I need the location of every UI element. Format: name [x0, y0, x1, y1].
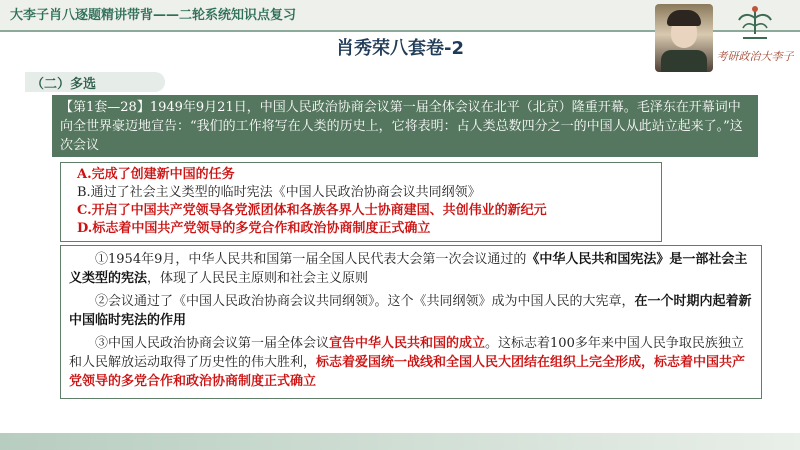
- options-box: [60, 162, 662, 242]
- question-body: 1949年9月21日，中国人民政治协商会议第一届全体会议在北平（北京）隆重开幕。毛泽东在开幕词中向全世界豪迈地宣告：“我们的工作将写在人类的历史上，它将表明：占人类总数四分之一的中国人从此站立起来了。”这次会议: [60, 100, 743, 153]
- section-label-text: （二）多选: [31, 77, 97, 92]
- section-label: [25, 72, 165, 92]
- tree-logo-icon: [737, 4, 773, 44]
- option-d: D.标志着中国共产党领导的多党合作和政治协商制度正式确立: [77, 221, 431, 236]
- option-a: A.完成了创建新中国的任务: [77, 167, 235, 182]
- analysis-point-3: ③中国人民政治协商会议第一届全体会议宣告中华人民共和国的成立。这标志着100多年来中国人民争取民族独立和人民解放运动取得了历史性的伟大胜利，标志着爱国统一战线和全国人民大团结在组织上完全形成，标志着中国共产党领导的多党合作和政治协商制度正式确立: [69, 336, 746, 389]
- bottom-bar: [0, 433, 800, 450]
- option-b: B.通过了社会主义类型的临时宪法《中国人民政治协商会议共同纲领》: [77, 185, 481, 200]
- analysis-point-1: ①1954年9月，中华人民共和国第一届全国人民代表大会第一次会议通过的《中华人民共和国宪法》是一部社会主义类型的宪法，体现了人民民主原则和社会主义原则: [69, 252, 748, 286]
- question-text: [60, 98, 752, 155]
- question-box: [52, 95, 758, 157]
- series-title: 大李子肖八逐题精讲带背——二轮系统知识点复习: [10, 8, 297, 23]
- option-c: C.开启了中国共产党领导各党派团体和各族各界人士协商建国、共创伟业的新纪元: [77, 203, 547, 218]
- analysis-box: [60, 245, 762, 399]
- brand-logo: [715, 4, 795, 72]
- page-title: 肖秀荣八套卷-2: [336, 38, 464, 59]
- logo-text: 考研政治大李子: [716, 50, 794, 63]
- presenter-avatar: [655, 4, 713, 72]
- analysis-point-2: ②会议通过了《中国人民政治协商会议共同纲领》。这个《共同纲领》成为中国人民的大宪章，在一个时期内起着新中国临时宪法的作用: [69, 294, 752, 328]
- question-prefix: 【第1套—28】: [60, 100, 150, 115]
